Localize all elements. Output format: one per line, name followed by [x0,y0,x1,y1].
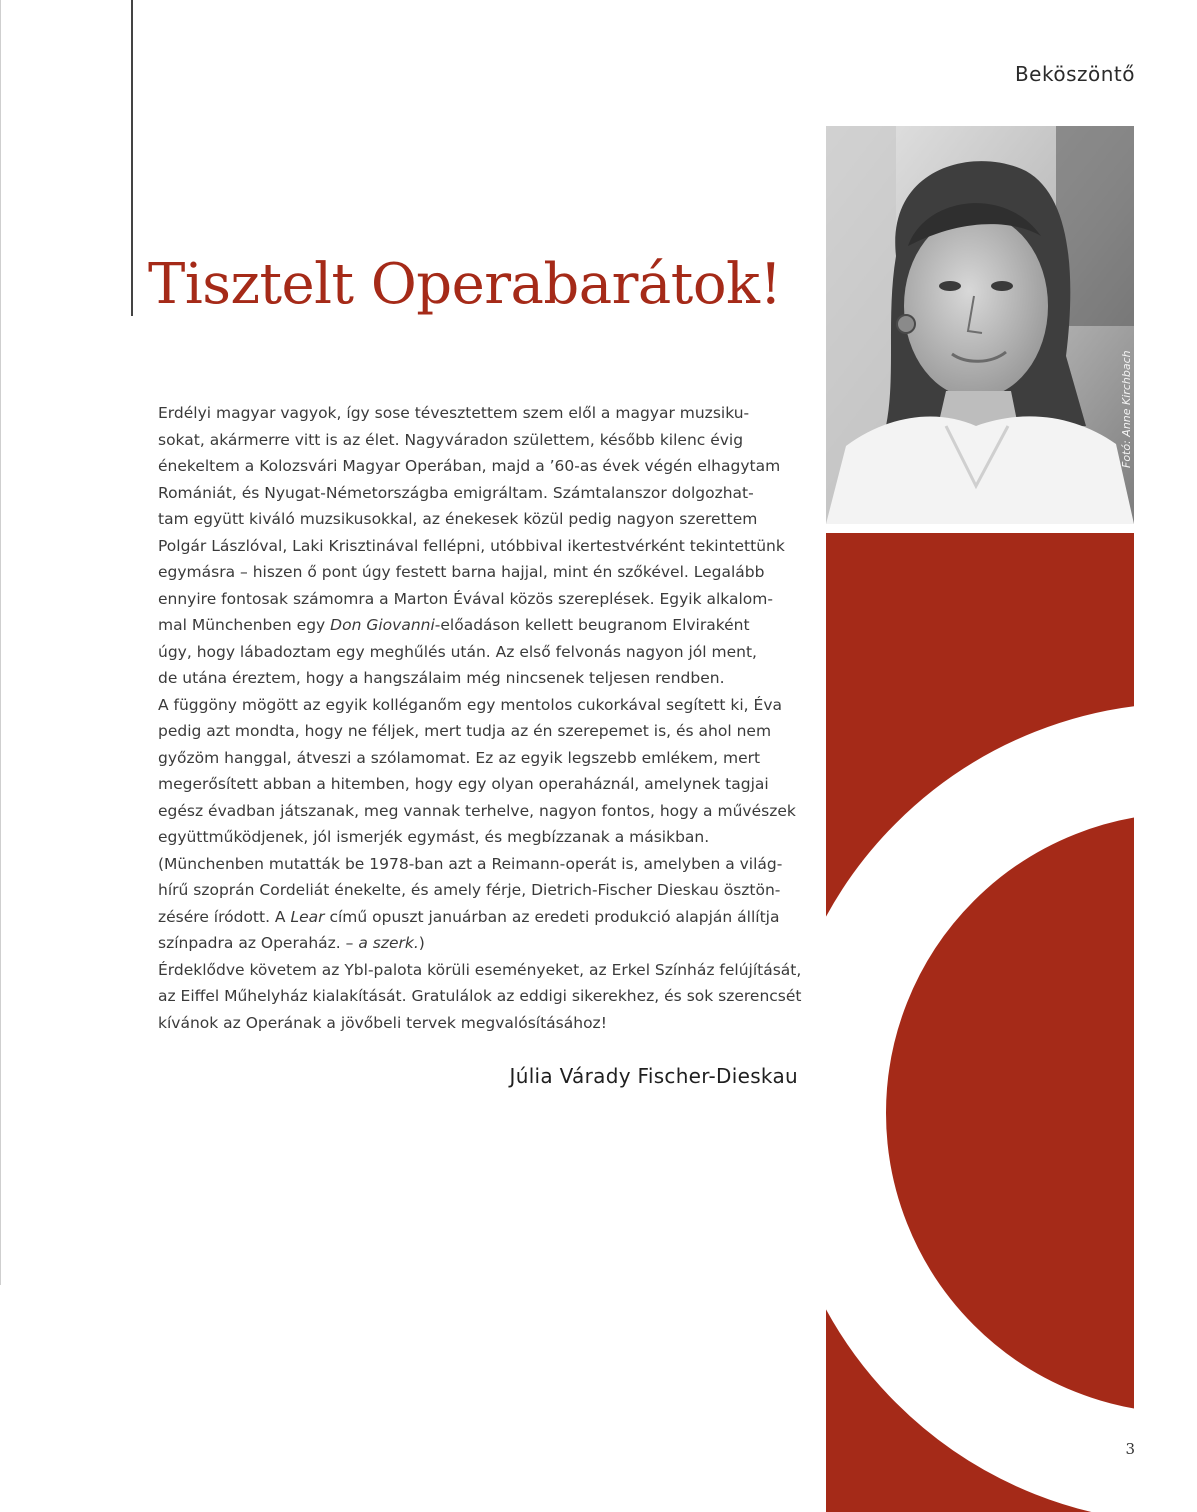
article-body [158,400,808,1036]
body-line: megerősített abban a hitemben, hogy egy olyan operaháznál, amelynek tagjai [158,775,769,793]
body-line: (Münchenben mutatták be 1978-ban azt a Reimann-operát is, amelyben a világ- [158,854,783,873]
body-line: hírű szoprán Cordeliát énekelte, és amely férje, Dietrich-Fischer Dieskau ösztön- [158,881,781,899]
body-line: sokat, akármerre vitt is az élet. Nagyváradon születtem, később kilenc évig [158,430,744,449]
decorative-red-panel [826,533,1134,1512]
page-edge-rule [0,0,1,1285]
body-line: mal Münchenben egy Don Giovanni-előadáson kellett beugranom Elviraként [158,616,750,634]
italic-title: Don Giovanni [330,616,435,634]
photo-credit: Fotó: Anne Kirchbach [1120,350,1133,468]
signature: Júlia Várady Fischer-Dieskau [509,1064,798,1088]
body-line: színpadra az Operaház. – a szerk.) [158,934,425,952]
body-line: Polgár Lászlóval, Laki Krisztinával fellépni, utóbbival ikertestvérként tekintettünk [158,536,785,555]
body-line: kívánok az Operának a jövőbeli tervek megvalósításához! [158,1013,607,1032]
body-line: együttműködjenek, jól ismerjék egymást, és megbízzanak a másikban. [158,828,710,846]
italic-title: a szerk. [358,934,419,952]
body-line: az Eiffel Műhelyház kialakítását. Gratulálok az eddigi sikerekhez, és sok szerencsét [158,987,802,1005]
body-line: zésére íródott. A Lear című opuszt januárban az eredeti produkció alapján állítja [158,907,780,926]
body-line: Érdeklődve követem az Ybl-palota körüli eseményeket, az Erkel Színház felújítását, [158,960,802,979]
portrait-photo [826,126,1134,524]
body-line: tam együtt kiváló muzsikusokkal, az énekesek közül pedig nagyon szerettem [158,510,758,528]
body-line: pedig azt mondta, hogy ne féljek, mert tudja az én szerepemet is, és ahol nem [158,722,772,740]
body-line: A függöny mögött az egyik kolléganőm egy mentolos cukorkával segített ki, Éva [158,695,782,714]
body-line: egymásra – hiszen ő pont úgy festett barna hajjal, mint én szőkével. Legalább [158,563,765,581]
italic-title: Lear [290,907,325,926]
body-line: ennyire fontosak számomra a Marton Évával közös szereplések. Egyik alkalom- [158,589,773,608]
title-vertical-rule [131,0,133,316]
body-line: de utána éreztem, hogy a hangszálaim még nincsenek teljesen rendben. [158,669,725,687]
body-line: egész évadban játszanak, meg vannak terhelve, nagyon fontos, hogy a művészek [158,801,796,820]
section-label: Beköszöntő [1014,62,1135,86]
body-line: Erdélyi magyar vagyok, így sose tévesztettem szem elől a magyar muzsiku- [158,404,750,422]
body-line: énekeltem a Kolozsvári Magyar Operában, majd a ’60-as évek végén elhagytam [158,457,781,475]
article-title: Tisztelt Operabarátok! [148,252,782,317]
body-line: győzöm hanggal, átveszi a szólamomat. Ez az egyik legszebb emlékem, mert [158,748,761,767]
body-line: Romániát, és Nyugat-Németországba emigráltam. Számtalanszor dolgozhat- [158,483,754,502]
body-line: úgy, hogy lábadoztam egy meghűlés után. Az első felvonás nagyon jól ment, [158,642,757,661]
page-number: 3 [1125,1440,1135,1458]
